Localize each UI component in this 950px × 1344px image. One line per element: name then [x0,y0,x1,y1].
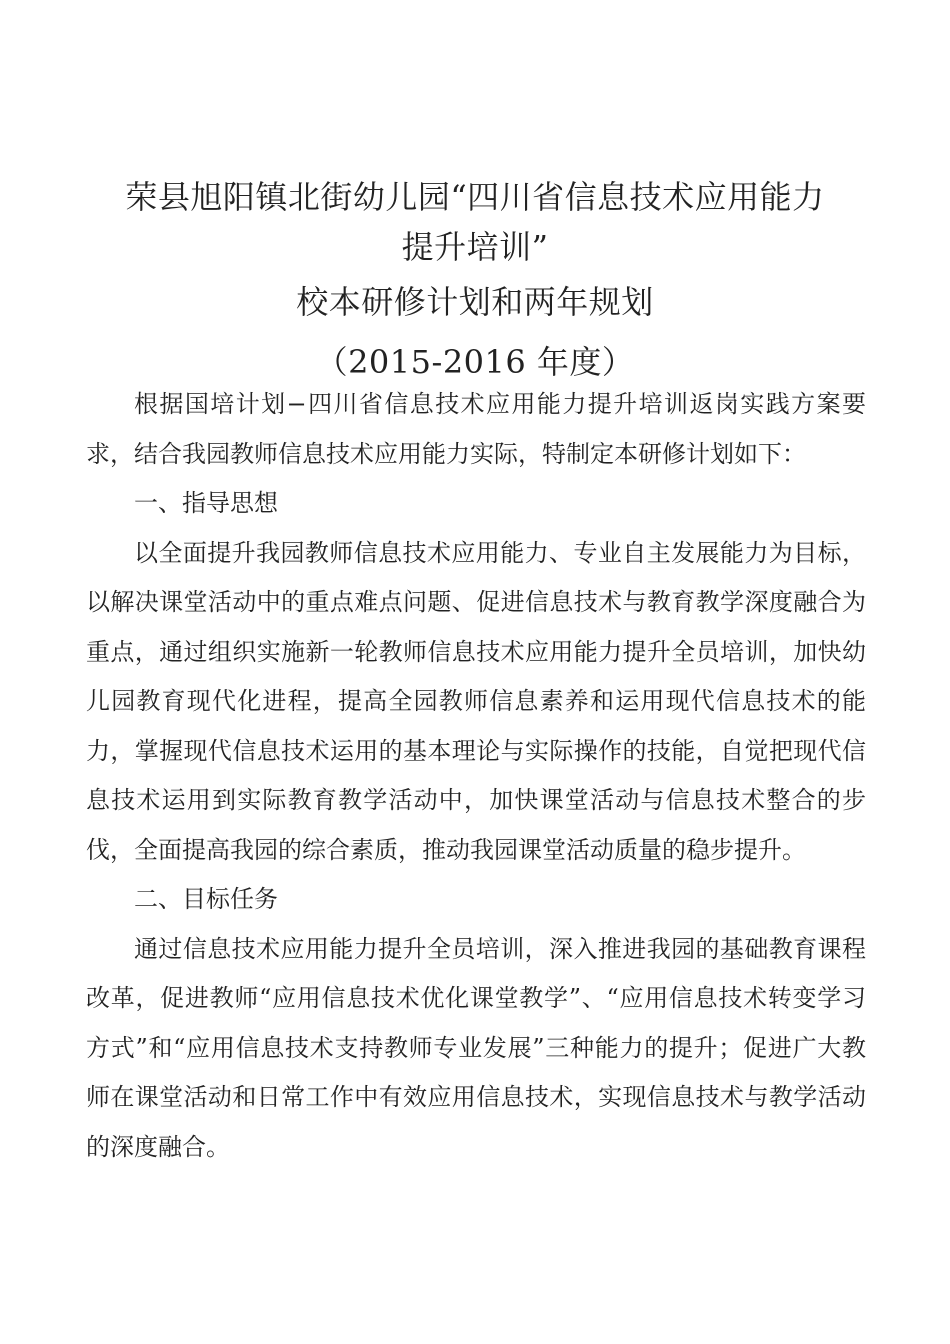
title-line-2: 提升培训” [401,228,549,266]
title-line-4: （2015-2016 年度） [315,343,635,381]
title-line-1: 荣县旭阳镇北街幼儿园“四川省信息技术应用能力 [125,178,825,216]
section-heading-guiding-ideology: 一、指导思想 [134,489,278,517]
document-body [86,380,866,1172]
intro-paragraph: 根据国培计划−四川省信息技术应用能力提升培训返岗实践方案要求，结合我园教师信息技术应用能力实际，特制定本研修计划如下： [86,390,866,468]
title-line-3: 校本研修计划和两年规划 [296,283,654,321]
section-paragraph-goals-tasks: 通过信息技术应用能力提升全员培训，深入推进我园的基础教育课程改革，促进教师“应用信息技术优化课堂教学”、“应用信息技术转变学习方式”和“应用信息技术支持教师专业发展”三种能力的提升；促进广大教师在课堂活动和日常工作中有效应用信息技术，实现信息技术与教学活动的深度融合。 [86,934,866,1161]
document-title [70,172,880,392]
section-paragraph-guiding-ideology: 以全面提升我园教师信息技术应用能力、专业自主发展能力为目标，以解决课堂活动中的重点难点问题、促进信息技术与教育教学深度融合为重点，通过组织实施新一轮教师信息技术应用能力提升全员培训，加快幼儿园教育现代化进程，提高全园教师信息素养和运用现代信息技术的能力，掌握现代信息技术运用的基本理论与实际操作的技能，自觉把现代信息技术运用到实际教育教学活动中，加快课堂活动与信息技术整合的步伐，全面提高我园的综合素质，推动我园课堂活动质量的稳步提升。 [86,538,866,864]
section-heading-goals-tasks: 二、目标任务 [134,885,278,913]
